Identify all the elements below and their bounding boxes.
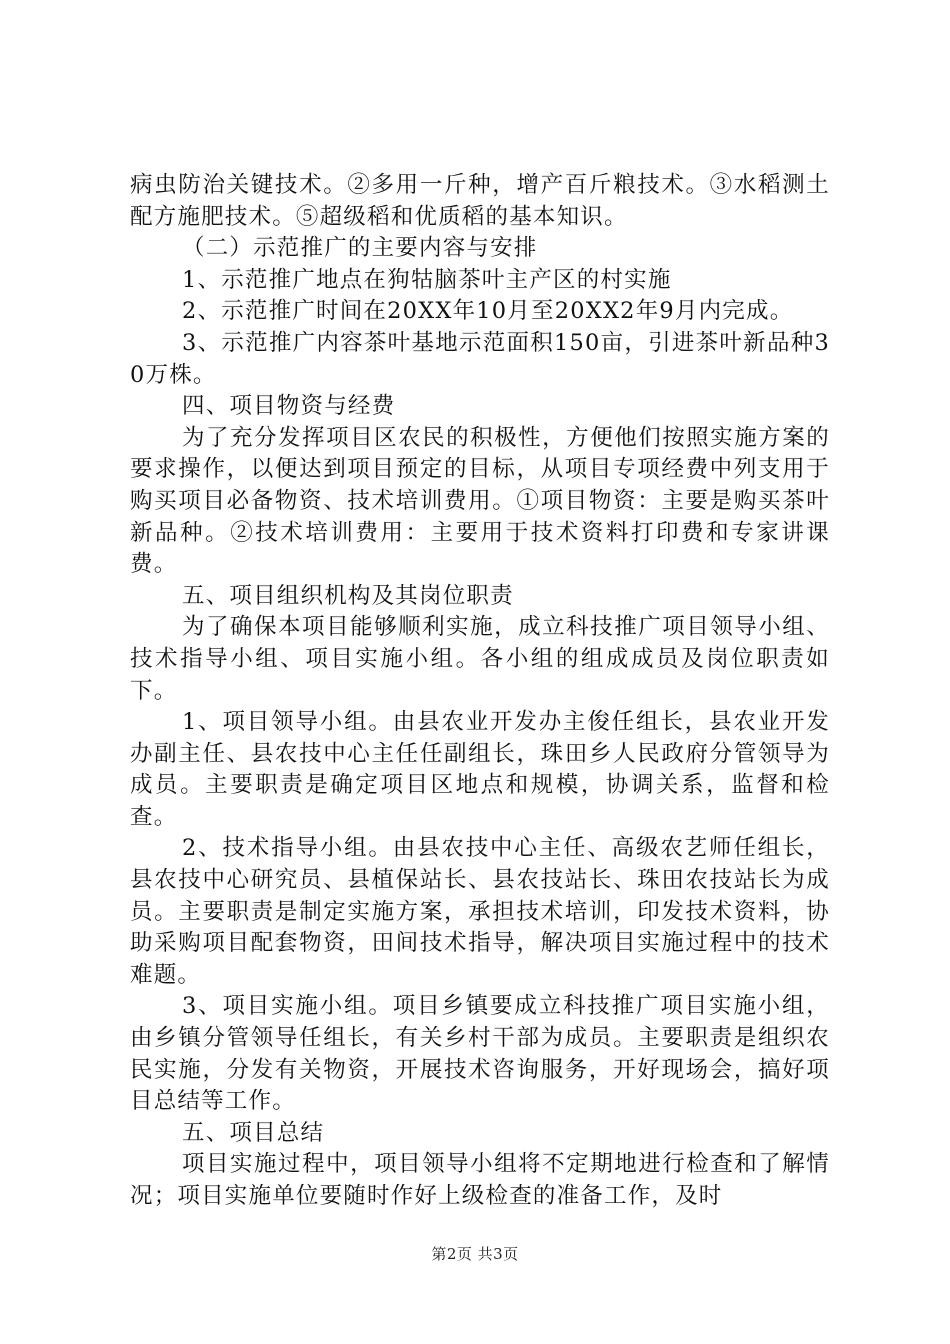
paragraph-demo-time: 2、示范推广时间在20XX年10月至20XX2年9月内完成。: [182, 298, 794, 325]
paragraph-organization-intro: 为了确保本项目能够顺利实施，成立科技推广项目领导小组、技术指导小组、项目实施小组。各小组的组成成员及岗位职责如下。: [130, 614, 830, 704]
section-heading-demo-content: （二）示范推广的主要内容与安排: [182, 235, 538, 262]
document-body: [130, 170, 830, 1213]
paragraph-leadership-group: 1、项目领导小组。由县农业开发办主俊任组长，县农业开发办副主任、县农技中心主任任副组长，珠田乡人民政府分管领导为成员。主要职责是确定项目区地点和规模，协调关系，监督和检查。: [130, 709, 830, 830]
section-heading-summary: 五、项目总结: [182, 1119, 325, 1146]
paragraph-implementation-group: 3、项目实施小组。项目乡镇要成立科技推广项目实施小组，由乡镇分管领导任组长，有关乡村干部为成员。主要职责是组织农民实施，分发有关物资，开展技术咨询服务，开好现场会，搞好项目总结等工作。: [130, 993, 830, 1115]
section-heading-materials-funding: 四、项目物资与经费: [182, 393, 396, 420]
paragraph-technical-group: 2、技术指导小组。由县农技中心主任、高级农艺师任组长，县农技中心研究员、县植保站长、县农技站长、珠田农技站长为成员。主要职责是制定实施方案，承担技术培训，印发技术资料，协助采购项目配套物资，田间技术指导，解决项目实施过程中的技术难题。: [130, 835, 830, 988]
paragraph-materials-funding: 为了充分发挥项目区农民的积极性，方便他们按照实施方案的要求操作，以便达到项目预定的目标，从项目专项经费中列支用于购买项目必备物资、技术培训费用。①项目物资：主要是购买茶叶新品种。②技术培训费用：主要用于技术资料打印费和专家讲课费。: [130, 424, 830, 578]
paragraph-pest-control-continuation: 病虫防治关键技术。②多用一斤种，增产百斤粮技术。③水稻测土配方施肥技术。⑤超级稻和优质稻的基本知识。: [130, 172, 830, 230]
paragraph-summary: 项目实施过程中，项目领导小组将不定期地进行检查和了解情况；项目实施单位要随时作好上级检查的准备工作，及时: [130, 1151, 830, 1209]
paragraph-demo-location: 1、示范推广地点在狗牯脑茶叶主产区的村实施: [182, 266, 672, 293]
page-number-footer: 第2页 共3页: [431, 1245, 519, 1263]
section-heading-organization: 五、项目组织机构及其岗位职责: [182, 582, 514, 609]
paragraph-demo-content: 3、示范推广内容茶叶基地示范面积150亩，引进茶叶新品种30万株。: [130, 329, 830, 388]
